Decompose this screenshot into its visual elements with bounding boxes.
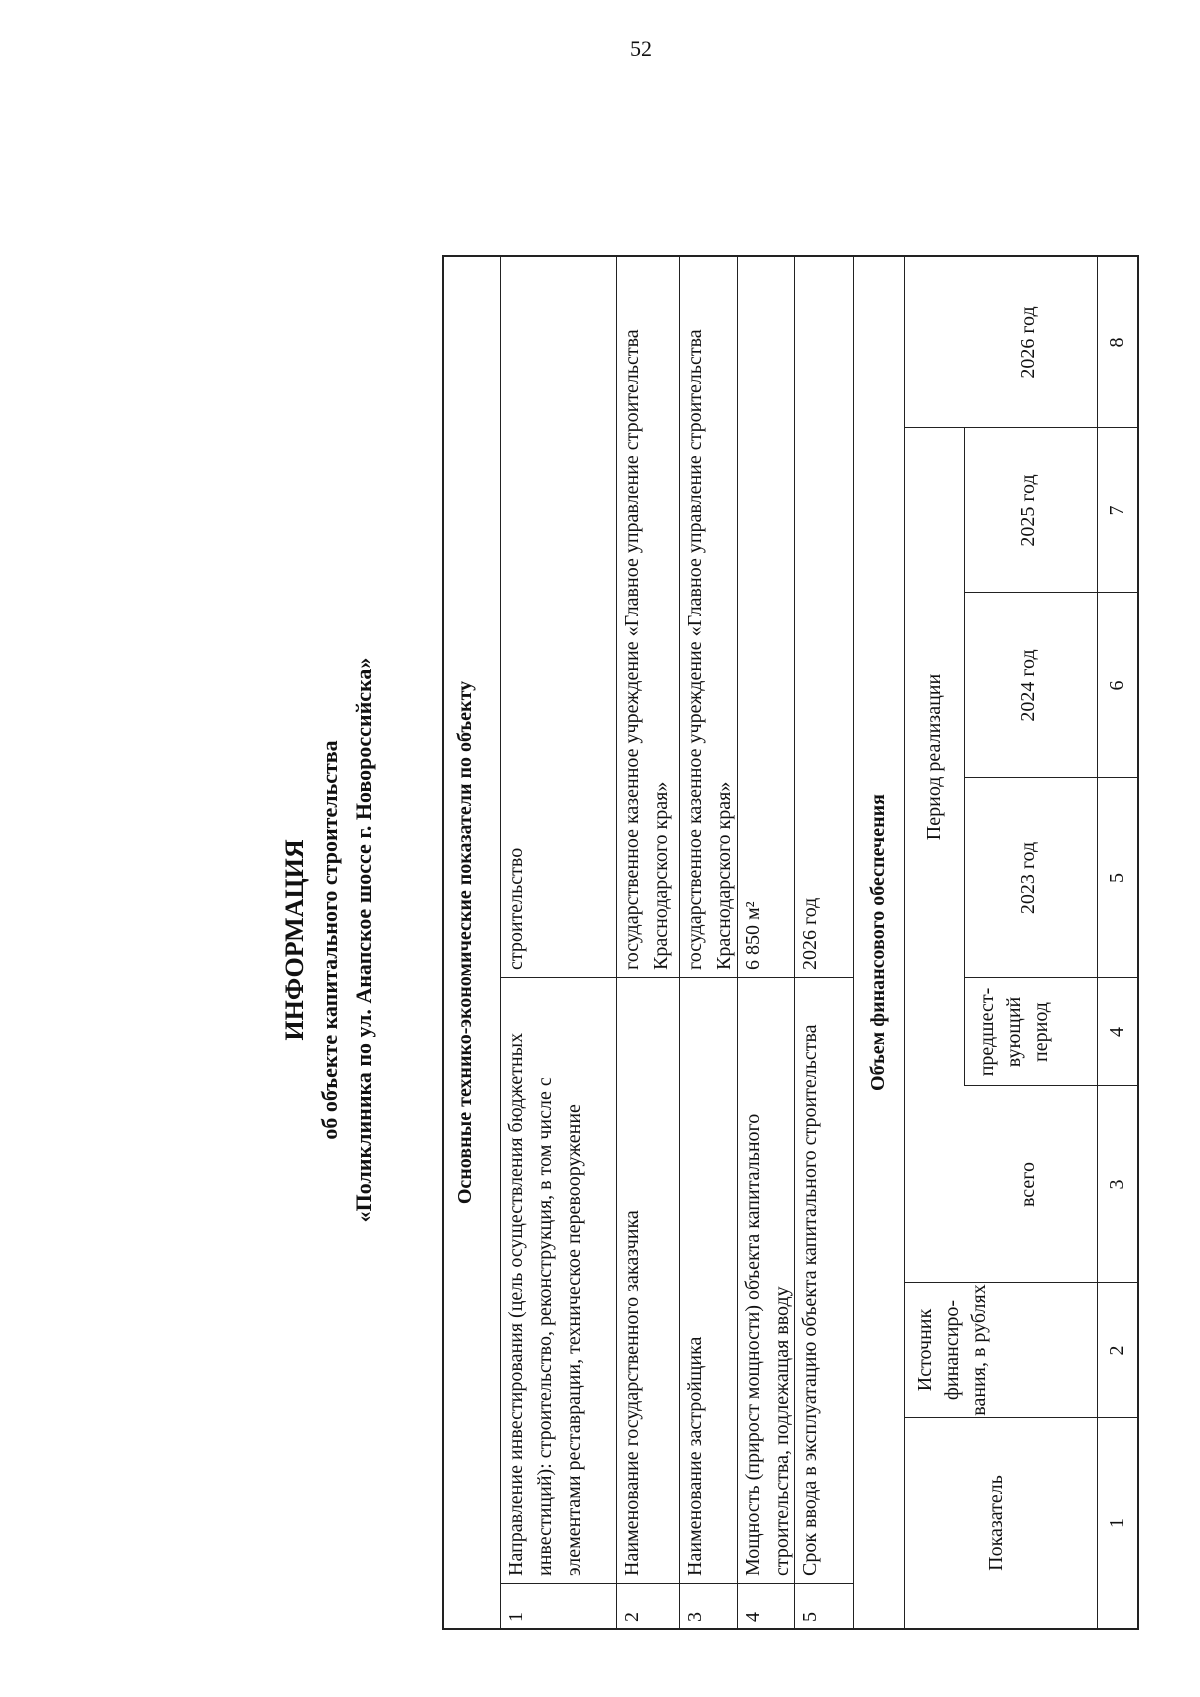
header-2024: 2024 год xyxy=(1017,649,1039,722)
row3-label: Наименование застройщика xyxy=(684,1336,706,1576)
row5-num: 5 xyxy=(799,1612,821,1622)
page-number: 52 xyxy=(630,36,652,61)
row5-label: Срок ввода в эксплуатацию объекта капитального строительства xyxy=(799,1024,821,1576)
section2-heading: Объем финансового обеспечения xyxy=(867,794,889,1091)
header-2026: 2026 год xyxy=(1017,306,1039,379)
colnum-2: 2 xyxy=(1106,1345,1128,1356)
colnum-4: 4 xyxy=(1106,1027,1128,1037)
section1-heading: Основные технико-экономические показатели по объекту xyxy=(454,680,476,1205)
header-2025: 2025 год xyxy=(1017,474,1039,547)
header-total: всего xyxy=(1017,1161,1039,1208)
row4-num: 4 xyxy=(742,1612,764,1622)
title-line-1: ИНФОРМАЦИЯ xyxy=(280,839,309,1041)
header-period: Период реализации xyxy=(923,673,945,841)
info-table xyxy=(442,255,1139,1630)
rotated-content xyxy=(245,100,1145,1630)
header-2023: 2023 год xyxy=(1017,841,1039,915)
header-indicator: Показатель xyxy=(985,1475,1007,1571)
row1-num: 1 xyxy=(505,1612,527,1622)
colnum-5: 5 xyxy=(1106,873,1128,883)
colnum-3: 3 xyxy=(1106,1179,1128,1190)
row1-value: строительство xyxy=(505,847,527,970)
colnum-6: 6 xyxy=(1106,680,1128,691)
title-line-2: об объекте капитального строительства xyxy=(317,740,342,1140)
title-line-3: «Поликлиника по ул. Анапское шоссе г. Новороссийска» xyxy=(351,657,376,1223)
row3-value: государственное казенное учреждение «Главное управление строительства Краснодарского края» xyxy=(684,329,735,970)
header-previous: предшест-вующий период xyxy=(976,987,1052,1077)
row5-value: 2026 год xyxy=(799,897,821,970)
colnum-8: 8 xyxy=(1106,337,1128,348)
row2-num: 2 xyxy=(621,1612,643,1622)
header-source: Источник финансиро-вания, в рублях xyxy=(914,1284,990,1416)
row1-label: Направление инвестирования (цель осуществления бюджетных инвестиций): строительство, реконструкция, в том числе с элементами реставрации, техническое перевооружение xyxy=(505,1032,585,1576)
colnum-7: 7 xyxy=(1106,505,1128,516)
row2-label: Наименование государственного заказчика xyxy=(621,1210,643,1576)
row2-value: государственное казенное учреждение «Главное управление строительства Краснодарского края» xyxy=(621,329,672,970)
row3-num: 3 xyxy=(684,1612,706,1622)
row4-label: Мощность (прирост мощности) объекта капитального строительства, подлежащая вводу xyxy=(742,1113,793,1576)
colnum-1: 1 xyxy=(1106,1518,1128,1528)
row4-value: 6 850 м² xyxy=(742,901,764,970)
